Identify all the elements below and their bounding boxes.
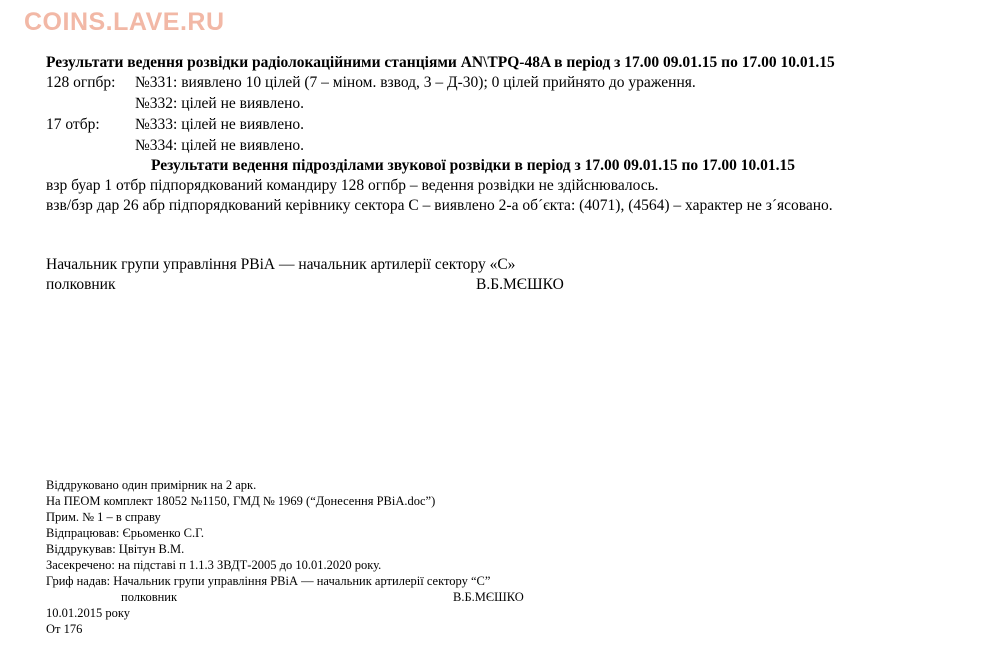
radar-unit-17: 17 отбр:	[46, 116, 100, 133]
radar-station-332: №332: цілей не виявлено.	[135, 95, 305, 112]
signature-rank: полковник	[46, 276, 116, 293]
radar-station-333: №333: цілей не виявлено.	[135, 116, 305, 133]
footer-name: В.Б.МЄШКО	[453, 590, 524, 604]
radar-station-334: №334: цілей не виявлено.	[135, 137, 305, 154]
footer-copies: Віддруковано один примірник на 2 арк.	[46, 478, 257, 492]
footer-classification-by: Гриф надав: Начальник групи управління РВіА — начальник артилерії сектору “С”	[46, 574, 491, 588]
sound-line-2: взв/бзр дар 26 абр підпорядкований керівнику сектора С – виявлено 2-а об´єкта: (4071), (4564) – характер не з´ясовано.	[46, 197, 833, 214]
footer-copy-number: Прим. № 1 – в справу	[46, 510, 161, 524]
site-watermark: COINS.LAVE.RU	[24, 8, 225, 36]
footer-pc: На ПЕОМ комплект 18052 №1150, ГМД № 1969 (“Донесення РВіА.doc”)	[46, 494, 436, 508]
sound-line-1: взр буар 1 отбр підпорядкований командиру 128 огпбр – ведення розвідки не здійснювалось.	[46, 177, 659, 194]
footer-classified: Засекречено: на підставі п 1.1.3 ЗВДТ-2005 до 10.01.2020 року.	[46, 558, 382, 572]
footer-prepared-by: Відпрацював: Єрьоменко С.Г.	[46, 526, 205, 540]
radar-heading: Результати ведення розвідки радіолокаційними станціями AN\TPQ-48A в період з 17.00 09.01.15 по 17.00 10.01.15	[46, 54, 835, 71]
sound-heading: Результати ведення підрозділами звукової розвідки в період з 17.00 09.01.15 по 17.00 10.01.15	[151, 157, 796, 174]
footer-date: 10.01.2015 року	[46, 606, 131, 620]
radar-station-331: №331: виявлено 10 цілей (7 – міном. взвод, 3 – Д-30); 0 цілей прийнято до ураження.	[135, 74, 696, 91]
signature-name: В.Б.МЄШКО	[476, 276, 564, 293]
footer-outgoing-number: От 176	[46, 622, 83, 636]
signature-title: Начальник групи управління РВіА — начальник артилерії сектору «С»	[46, 256, 516, 273]
footer-rank: полковник	[121, 590, 178, 604]
radar-unit-128: 128 огпбр:	[46, 74, 116, 91]
footer-typed-by: Віддрукував: Цвітун В.М.	[46, 542, 185, 556]
